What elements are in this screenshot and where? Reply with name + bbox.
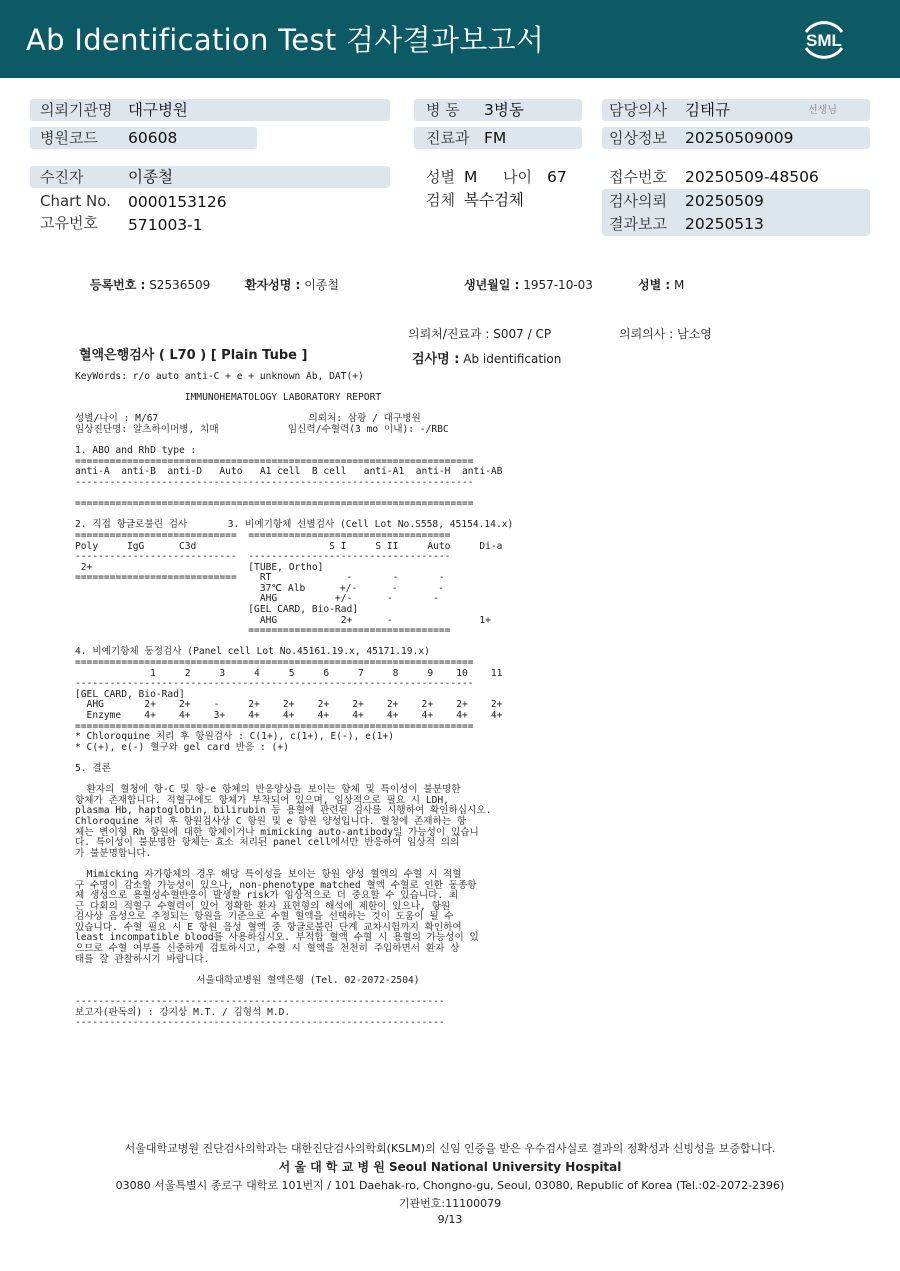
report-line: 가 불분명합니다. [75, 847, 152, 859]
header-banner [0, 0, 900, 78]
report-line: ============================ =================================== [75, 529, 451, 541]
report-line: 검사상 음성으로 추정되는 항원을 기준으로 수혈 혈액을 선택하는 것이 도움이 될 수 [75, 911, 454, 923]
report-line: Enzyme 4+ 4+ 3+ 4+ 4+ 4+ 4+ 4+ 4+ 4+ 4+ [75, 710, 503, 721]
report-line: 37℃ Alb +/- - - [75, 582, 444, 594]
report-title: Ab Identification Test 검사결과보고서 [26, 23, 545, 57]
dept-line: 의뢰처/진료과 : S007 / CP [408, 327, 552, 341]
report-line: ---------------------------- ----------------------------------- [75, 551, 451, 563]
report-line: ============================ RT - - - [75, 572, 445, 584]
report-line: 환자의 혈청에 항-C 및 항-e 항체의 반응양상을 보이는 항체 및 특이성이 불분명한 [75, 784, 461, 796]
request-value: 20250509 [685, 192, 764, 210]
report-line: ===================================================================== [75, 720, 474, 732]
report-line: 4. 비예기항체 동정검사 (Panel cell Lot No.45161.19.x, 45171.19.x) [75, 646, 430, 658]
report-line: Chloroquine 처리 후 항원검사상 C 항원 및 e 항원 양성입니다. 혈청에 존재하는 항 [75, 815, 467, 827]
patient-name: 환자성명 : 이종철 [245, 278, 339, 292]
report-line: AHG 2+ 2+ - 2+ 2+ 2+ 2+ 2+ 2+ 2+ 2+ [75, 699, 503, 711]
report-line: 근 다회의 적혈구 수혈력이 있어 정확한 환자 표현형의 해석에 제한이 있으나, 항원 [75, 900, 451, 912]
report-line: AHG +/- - - [75, 593, 439, 605]
report-line: ===================================================================== [75, 455, 474, 467]
patient-value: 이종철 [128, 168, 173, 186]
report-line: * C(+), e(-) 혈구와 gel card 반응 : (+) [75, 741, 289, 753]
page-number: 9/13 [437, 1213, 463, 1226]
report-line: * Chloroquine 처리 후 항원검사 : C(1+), c(1+), E(-), e(1+) [75, 731, 395, 743]
birth-date: 생년월일 : 1957-10-03 [464, 278, 593, 292]
footer-certification: 서울대학교병원 진단검사의학과는 대한진단검사의학회(KSLM)의 신임 인증을 받은 우수검사실로 결과의 정확성과 신빙성을 보증합니다. [124, 1142, 776, 1155]
unique-value: 571003-1 [128, 216, 203, 234]
sex-label: 성별 [426, 168, 455, 186]
report-line: 구 수명이 감소할 가능성이 있으나, non-phenotype matched 혈액 수혈로 인한 동종항 [75, 879, 477, 891]
result-value: 20250513 [685, 215, 764, 233]
receipt-label: 접수번호 [609, 168, 667, 186]
report-line: anti-A anti-B anti-D Auto A1 cell B cell anti-A1 anti-H anti-AB [75, 466, 503, 478]
age-label: 나이 [503, 168, 532, 186]
ward-value: 3병동 [484, 101, 524, 119]
result-label: 결과보고 [609, 215, 667, 233]
footer-hospital-name: 서 울 대 학 교 병 원 Seoul National University Hospital [278, 1160, 622, 1174]
hospital-label: 의뢰기관명 [40, 101, 113, 119]
sml-logo-icon [796, 12, 852, 66]
report-line: ---------------------------------------------------------------- [75, 996, 445, 1008]
hospital-code-value: 60608 [128, 129, 178, 147]
patient-row [30, 166, 390, 188]
doctor-label: 담당의사 [609, 101, 667, 119]
report-line: KeyWords: r/o auto anti-C + e + unknown Ab, DAT(+) [75, 371, 364, 382]
report-line: 항체가 존재합니다. 적혈구에도 항체가 부착되어 있으며, 임상적으로 필요 시 LDH, [75, 794, 449, 806]
report-line: 체는 변이형 Rh 항원에 대한 항체이거나 mimicking auto-antibody일 가능성이 있습니 [75, 826, 479, 838]
specimen-value: 복수검체 [464, 191, 524, 209]
test-title: 혈액은행검사 ( L70 ) [ Plain Tube ] [79, 348, 308, 363]
report-line: 2. 직접 항글로불린 검사 3. 비예기항체 선별검사 (Cell Lot No.S558, 45154.14.x) [75, 519, 514, 531]
report-line: ===================================================================== [75, 498, 474, 510]
report-line: AHG 2+ - 1+ [75, 614, 491, 626]
hospital-value: 대구병원 [128, 101, 188, 119]
report-line [75, 753, 513, 764]
report-line: 5. 결론 [75, 762, 111, 774]
report-line: 1. ABO and RhD type : [75, 445, 197, 457]
unique-label: 고유번호 [40, 214, 98, 232]
report-line: ---------------------------------------------------------------- [75, 1017, 445, 1029]
report-line: Mimicking 자가항체의 경우 해당 특이성을 보이는 항원 양성 혈액의 수혈 시 적혈 [75, 868, 462, 880]
receipt-value: 20250509-48506 [685, 168, 819, 186]
report-line: 태를 잘 관찰하시기 바랍니다. [75, 953, 210, 965]
footer-institution-code: 기관번호:11100079 [398, 1197, 502, 1210]
report-line: --------------------------------------------------------------------- [75, 678, 474, 690]
report-line: 1 2 3 4 5 6 7 8 9 10 11 [75, 667, 503, 679]
clinical-value: 20250509009 [685, 129, 794, 147]
specimen-label: 검체 [426, 191, 455, 209]
logo-text: SML [806, 31, 842, 50]
report-line: 보고자(판독의) : 강지상 M.T. / 김형석 M.D. [75, 1006, 291, 1018]
dept-value: FM [484, 129, 507, 147]
hospital-code-label: 병원코드 [40, 129, 98, 147]
chart-label: Chart No. [40, 192, 111, 210]
dept-label: 진료과 [426, 129, 470, 147]
report-line: ===================================================================== [75, 657, 474, 669]
request-label: 검사의뢰 [609, 192, 667, 210]
age-value: 67 [547, 168, 567, 186]
test-name: 검사명 : Ab identification [412, 352, 562, 367]
report-line: 성별/나이 : M/67 의뢰처: 삼광 / 대구병원 [75, 413, 421, 425]
ward-label: 병 동 [426, 101, 460, 119]
report-line: 으므로 수혈 여부를 신중하게 검토하시고, 수혈 시 혈액을 천천히 주입하면서 환자 상 [75, 943, 460, 955]
chart-value: 0000153126 [128, 193, 227, 211]
report-line: 다. 특이성이 불분명한 항체는 효소 처리된 panel cell에서만 반응하여 임상적 의의 [75, 837, 460, 849]
doctor-suffix: 선생님 [808, 105, 837, 116]
doctor-value: 김태규 [685, 101, 730, 119]
report-line: IMMUNOHEMATOLOGY LABORATORY REPORT [75, 392, 382, 404]
report-line: 서울대학교병원 혈액은행 (Tel. 02-2072-2504) [75, 974, 420, 986]
report-line: plasma Hb, haptoglobin, bilirubin 등 용혈에 관련된 검사를 시행하여 확인하십시오. [75, 805, 492, 817]
footer-address: 03080 서울특별시 종로구 대학로 101번지 / 101 Daehak-ro, Chongno-gu, Seoul, 03080, Republic of Korea (Tel.:02-2072-2396) [115, 1179, 785, 1192]
clinical-label: 임상정보 [609, 129, 667, 147]
report-line: least incompatible blood를 사용하십시오. 부적합 혈액 수혈 시 용혈의 가능성이 있 [75, 932, 479, 944]
report-line: [GEL CARD, Bio-Rad] [75, 688, 185, 700]
report-line: 있습니다. 수혈 필요 시 E 항원 음성 혈액 중 항글로불린 단계 교차시험까지 확인하여 [75, 921, 462, 933]
patient-label: 수진자 [40, 168, 84, 186]
report-body [75, 372, 513, 1029]
report-line: 2+ [TUBE, Ortho] [75, 561, 324, 573]
ordering-doctor: 의뢰의사 : 남소영 [619, 327, 712, 341]
report-line: --------------------------------------------------------------------- [75, 476, 474, 488]
report-line: [GEL CARD, Bio-Rad] [75, 604, 359, 616]
sex-value: M [464, 168, 478, 186]
report-line: Poly IgG C3d S I S II Auto Di-a [75, 540, 503, 552]
report-line: 임상진단명: 알츠하이머병, 치매 임신력/수혈력(3 mo 이내): -/RBC [75, 423, 449, 435]
reg-sex: 성별 : M [638, 278, 685, 292]
report-line: 체 생성으로 용혈성수혈반응이 발생할 risk가 임상적으로 더 중요할 수 있습니다. 최 [75, 890, 459, 902]
reg-number: 등록번호 : S2536509 [90, 278, 211, 292]
report-line: =================================== [75, 625, 451, 637]
